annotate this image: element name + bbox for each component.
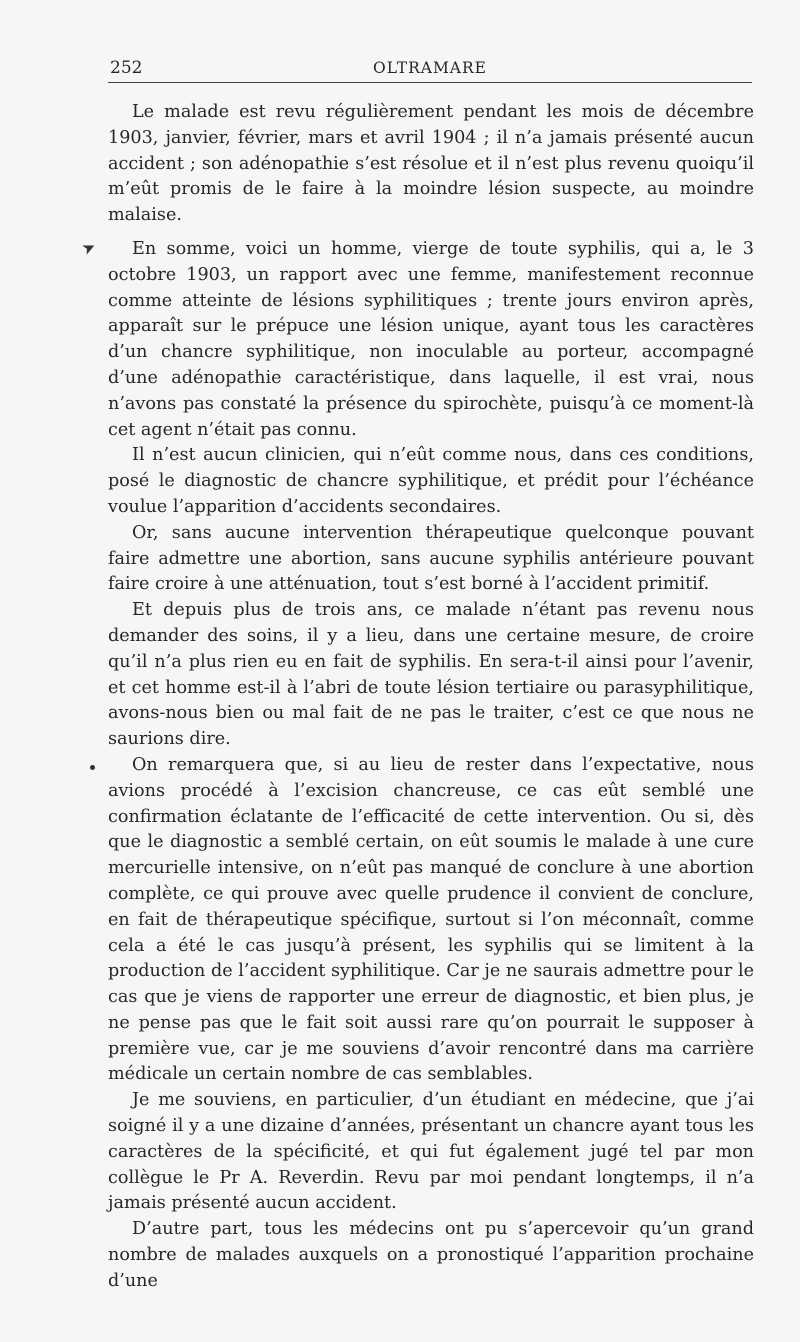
paragraph: Je me souviens, en particulier, d’un étudiant en médecine, que j’ai soigné il y a une dizaine d’années, présentant un chancre ayant tous les caractères de la spécificité, et qui fut également jugé tel par mon collègue le Pr A. Reverdin. Revu par moi pendant longtemps, il n’a jamais présenté aucun accident. bbox=[108, 1090, 754, 1214]
body-text bbox=[108, 100, 754, 1295]
page-number: 252 bbox=[110, 58, 143, 78]
paragraph: On remarquera que, si au lieu de rester dans l’expectative, nous avions procédé à l’excision chancreuse, ce cas eût semblé une confirmation éclatante de l’efficacité de cette intervention. Ou si, dès que le diagnostic a semblé certain, on eût soumis le malade à une cure mercurielle intensive, on n’eût pas manqué de conclure à une abortion complète, ce qui prouve avec quelle prudence il convient de conclure, en fait de thérapeutique spécifique, surtout si l’on méconnaît, comme cela a été le cas jusqu’à présent, les syphilis qui se limitent à la production de l’accident syphilitique. Car je ne saurais admettre pour le cas que je viens de rapporter une erreur de diagnostic, et bien plus, je ne pense pas que le fait soit aussi rare qu’on pourrait le supposer à première vue, car je me souviens d’avoir rencontré dans ma carrière médicale un certain nombre de cas semblables. bbox=[108, 754, 754, 1085]
margin-dot-mark-icon bbox=[90, 765, 95, 770]
margin-arrow-mark-icon: ➤ bbox=[78, 236, 99, 259]
running-head: OLTRAMARE bbox=[373, 59, 487, 77]
page-header bbox=[108, 58, 752, 83]
paragraph: Le malade est revu régulièrement pendant les mois de décembre 1903, janvier, février, mars et avril 1904 ; il n’a jamais présenté aucun accident ; son adénopathie s’est résolue et il n’est plus revenu quoiqu’il m’eût promis de le faire à la moindre lésion suspecte, au moindre malaise. bbox=[108, 102, 754, 226]
paragraph: D’autre part, tous les médecins ont pu s’apercevoir qu’un grand nombre de malades auxquels on a pronostiqué l’apparition prochaine d’une bbox=[108, 1219, 754, 1291]
paragraph: Il n’est aucun clinicien, qui n’eût comme nous, dans ces conditions, posé le diagnostic de chancre syphilitique, et prédit pour l’échéance voulue l’apparition d’accidents secondaires. bbox=[108, 445, 754, 517]
paragraph: Or, sans aucune intervention thérapeutique quelconque pouvant faire admettre une abortion, sans aucune syphilis antérieure pouvant faire croire à une atténuation, tout s’est borné à l’accident primitif. bbox=[108, 522, 754, 595]
paragraph: Et depuis plus de trois ans, ce malade n’étant pas revenu nous demander des soins, il y a lieu, dans une certaine mesure, de croire qu’il n’a plus rien eu en fait de syphilis. En sera-t-il ainsi pour l’avenir, et cet homme est-il à l’abri de toute lésion tertiaire ou parasyphilitique, avons-nous bien ou mal fait de ne pas le traiter, c’est ce que nous ne saurions dire. bbox=[108, 600, 754, 750]
paragraph: En somme, voici un homme, vierge de toute syphilis, qui a, le 3 octobre 1903, un rapport avec une femme, manifestement reconnue comme atteinte de lésions syphilitiques ; trente jours environ après, apparaît sur le prépuce une lésion unique, ayant tous les caractères d’un chancre syphilitique, non inoculable au porteur, accompagné d’une adénopathie caractéristique, dans laquelle, il est vrai, nous n’avons pas constaté la présence du spirochète, puisqu’à ce moment-là cet agent n’était pas connu. bbox=[108, 238, 754, 440]
